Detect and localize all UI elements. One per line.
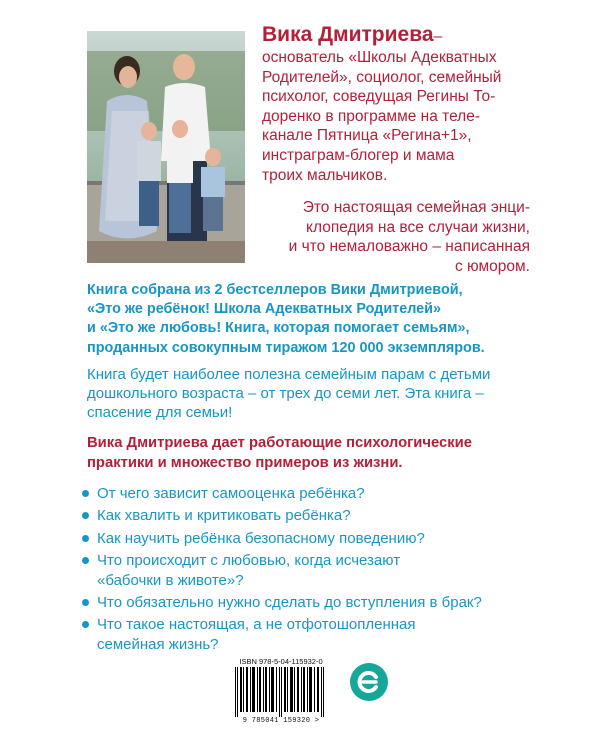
list-item	[80, 593, 540, 612]
bestsellers-line: Книга собрана из 2 бестселлеров Вики Дмитриевой,	[87, 282, 463, 298]
list-item	[80, 506, 540, 525]
quote-line: с юмором.	[455, 257, 530, 275]
practices-line: Вика Дмитриева дает работающие психологические	[87, 435, 472, 451]
bullet-icon	[82, 621, 89, 628]
bullet-icon	[82, 490, 89, 497]
bullet-icon	[82, 599, 89, 606]
author-bio-dash: –	[433, 28, 443, 45]
question-text: Что происходит с любовью, когда исчезают «бабочки в животе»?	[97, 552, 401, 589]
list-item	[80, 551, 427, 590]
bestsellers-line: «Это же ребёнок! Школа Адекватных Родителей»	[87, 301, 442, 318]
question-text: Как научить ребёнка безопасному поведению?	[97, 529, 425, 547]
author-bio	[262, 24, 562, 185]
list-item	[80, 529, 540, 548]
author-bio-line: Родителей», социолог, семейный	[262, 68, 502, 86]
barcode	[231, 657, 331, 732]
bullet-icon	[82, 535, 89, 542]
author-bio-line: инстраграм-блогер и мама	[262, 146, 455, 164]
barcode-digits: 9 785041 159320 >	[242, 717, 320, 725]
bullet-icon	[82, 512, 89, 519]
quote-line: клопедия на все случаи жизни,	[306, 218, 530, 236]
author-name: Вика Дмитриева	[262, 23, 434, 46]
audience-line: дошкольного возраста – от трех до семи лет. Эта книга –	[87, 385, 484, 402]
audience-line: Книга будет наиболее полезна семейным парам с детьми	[87, 366, 491, 383]
bullet-icon	[82, 557, 89, 564]
question-text: Как хвалить и критиковать ребёнка?	[97, 507, 351, 525]
question-text: От чего зависит самооценка ребёнка?	[97, 485, 365, 502]
encyclopedia-quote	[280, 198, 530, 276]
bestsellers-note	[87, 281, 537, 358]
bestsellers-line: проданных совокупным тиражом 120 000 экземпляров.	[87, 339, 485, 356]
list-item	[80, 615, 417, 654]
publisher-logo-icon	[349, 662, 389, 702]
author-bio-line: канале Пятница «Регина+1»,	[262, 127, 472, 145]
list-item	[80, 484, 540, 503]
family-photo	[87, 31, 245, 263]
author-bio-line: психолог, соведущая Регины То-	[262, 88, 496, 106]
author-bio-line: троих мальчиков.	[262, 166, 388, 184]
practices-line: практики и множество примеров из жизни.	[87, 454, 403, 471]
audience-line: спасение для семьи!	[87, 404, 233, 421]
author-bio-line: основатель «Школы Адекватных	[262, 49, 497, 66]
quote-line: и что немаловажно – написанная	[288, 238, 530, 256]
practices-note	[87, 434, 537, 473]
audience-paragraph	[87, 365, 537, 422]
questions-list	[80, 484, 540, 657]
isbn-text: ISBN 978-5-04-115932-0	[239, 657, 323, 666]
question-text: Что такое настоящая, а не отфотошопленная семейная жизнь?	[97, 616, 416, 653]
bestsellers-line: и «Это же любовь! Книга, которая помогает семьям»,	[87, 320, 470, 337]
question-text: Что обязательно нужно сделать до вступления в брак?	[97, 594, 482, 612]
barcode-bars	[231, 667, 331, 717]
author-bio-line: доренко в программе на теле-	[262, 107, 480, 125]
quote-line: Это настоящая семейная энци-	[302, 199, 530, 216]
